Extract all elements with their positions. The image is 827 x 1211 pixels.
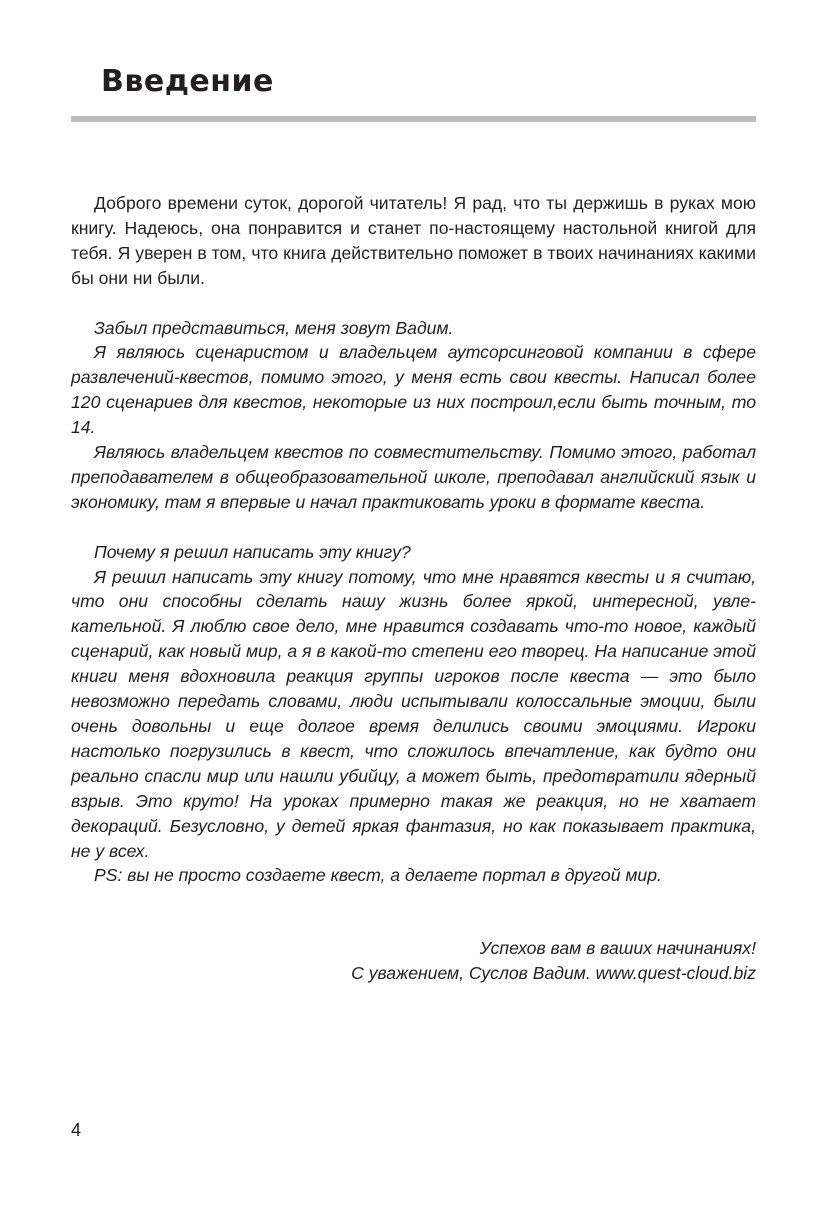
paragraph-teaching: Являюсь владельцем квестов по совместительству. Помимо этого, работал преподавателем в общеобразовательной школе, преподавал английский язык и экономику, там я впервые и начал практиковать уроки в формате квеста. — [71, 442, 756, 512]
chapter-title: Введение — [101, 64, 274, 99]
title-underline — [71, 116, 756, 122]
signature-author: С уважением, Суслов Вадим. www.quest-cloud.biz — [351, 962, 756, 983]
paragraph-occupation: Я являюсь сценаристом и владельцем аутсорсинговой компании в сфере развлечений-квестов, помимо этого, у меня есть свои квесты. Написал более 120 сценариев для квестов, некоторые из них построил,если быть точным, то 14. — [71, 342, 756, 438]
paragraph-question: Почему я решил написать эту книгу? — [94, 541, 411, 562]
signature-block — [71, 936, 756, 986]
chapter-body — [71, 191, 756, 888]
paragraph-postscript: PS: вы не просто создаете квест, а делаете портал в другой мир. — [94, 865, 662, 886]
paragraph-introduction: Забыл представиться, меня зовут Вадим. — [94, 317, 454, 338]
paragraph-gap — [71, 291, 756, 316]
paragraph-motivation: Я решил написать эту книгу потому, что мне нравятся квесты и я считаю, что они способны сделать нашу жизнь более яркой, интересной, увлекательной. Я люблю свое дело, мне нравится создавать что-то новое, каждый сценарий, как новый мир, а я в какой-то степени его творец. На написание этой книги меня вдохновила реакция группы игроков после квеста — это было невозможно передать словами, люди испытывали колоссальные эмоции, были очень довольны и еще долгое время делились своими эмоциями. Игроки настолько погрузились в квест, что сложилось впечатление, как будто они реально спасли мир или нашли убийцу, а может быть, предотвратили ядерный взрыв. Это круто! На уроках примерно такая же реакция, но не хватает декораций. Безусловно, у детей яркая фантазия, но как показывает практика, не у всех. — [71, 566, 756, 861]
page-number: 4 — [71, 1120, 82, 1140]
paragraph-gap — [71, 515, 756, 540]
signature-wish: Успехов вам в ваших начинаниях! — [479, 938, 756, 958]
paragraph-greeting: Доброго времени суток, дорогой читатель! Я рад, что ты держишь в руках мою книгу. Надеюсь, она понравится и станет по-настоящему настольной книгой для тебя. Я уверен в том, что книга действительно поможет в твоих начинаниях какими бы они ни были. — [71, 193, 756, 288]
